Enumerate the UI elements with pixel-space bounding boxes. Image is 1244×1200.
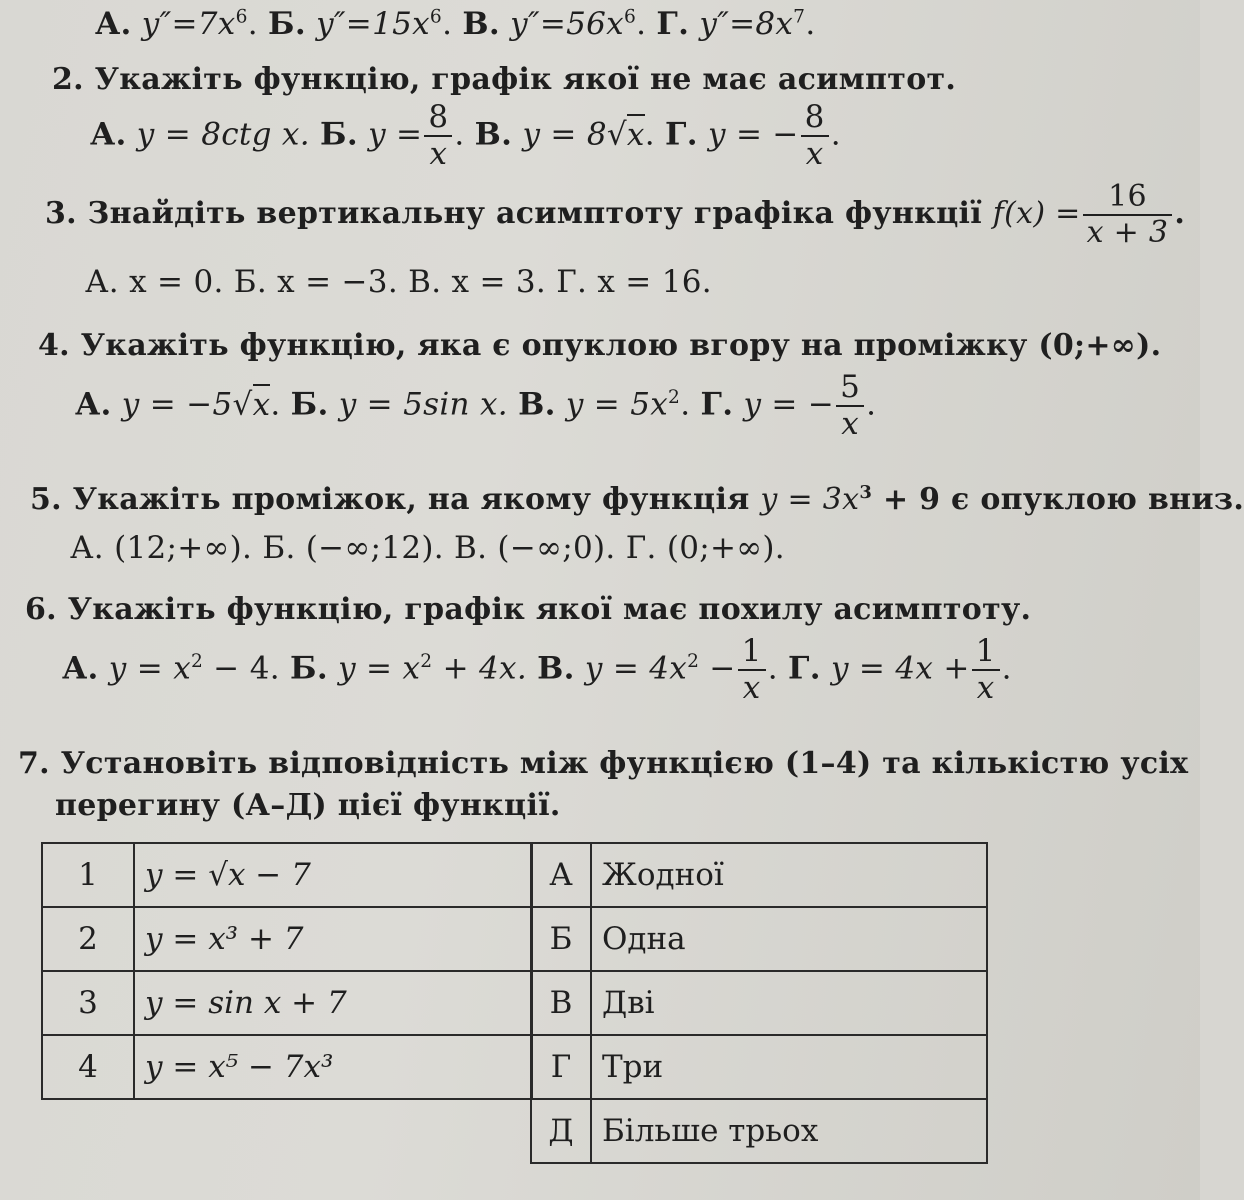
q3-title: 3. Знайдіть вертикальну асимптоту графіка функції f(x) = $\frac{16}{x + 3}$ .	[45, 179, 1186, 250]
functions-table	[41, 842, 533, 1100]
q4-title: 4. Укажіть функцію, яка є опуклою вгору на проміжку (0;+∞).	[38, 328, 1162, 363]
table-row: Г Три	[531, 1035, 987, 1099]
q2-options: А. y = 8ctg x. Б. y = $\frac{8}{x}$ . В. y = 8√x. Г. y = − $\frac{8}{x}$ .	[90, 99, 841, 172]
table-row: А Жодної	[531, 843, 987, 907]
table-row: Б Одна	[531, 907, 987, 971]
table-row: 3 y = sin x + 7	[42, 971, 532, 1035]
table-row: 4 y = x⁵ − 7x³	[42, 1035, 532, 1099]
q6-title: 6. Укажіть функцію, графік якої має похилу асимптоту.	[25, 592, 1032, 627]
q6-options: А. $y = x^2 - 4$. Б. $y = x^2 + 4x$. В. $y = 4x^2$ − $\frac{1}{x}$ . Г. y = 4x + $\frac{1}{x}$ .	[62, 633, 1012, 706]
q1-options: А. $y''=7x^6$. Б. $y''=15x^6$. В. $y''=56x^6$. Г. $y''=8x^7$.	[95, 6, 816, 42]
q5-title: 5. Укажіть проміжок, на якому функція $y = 3x^3 + 9$ є опуклою вниз.	[30, 482, 1244, 517]
table-row: Д Більше трьох	[531, 1099, 987, 1163]
q2-title: 2. Укажіть функцію, графік якої не має асимптот.	[52, 62, 957, 97]
q4-options: А. y = −5√x. Б. y = 5sin x. В. $y = 5x^2$. Г. y = − $\frac{5}{x}$ .	[75, 369, 877, 442]
q5-options: А. (12;+∞). Б. (−∞;12). В. (−∞;0). Г. (0;+∞).	[70, 530, 785, 566]
table-row: В Дві	[531, 971, 987, 1035]
q3-options: А. x = 0. Б. x = −3. В. x = 3. Г. x = 16.	[85, 264, 712, 300]
answers-table	[530, 842, 988, 1164]
table-row: 1 y = √x − 7	[42, 843, 532, 907]
table-row: 2 y = x³ + 7	[42, 907, 532, 971]
q7-title-line2: перегину (А–Д) цієї функції.	[55, 788, 561, 823]
q7-title-line1: 7. Установіть відповідність між функцією (1–4) та кількістю усіх	[18, 746, 1189, 781]
